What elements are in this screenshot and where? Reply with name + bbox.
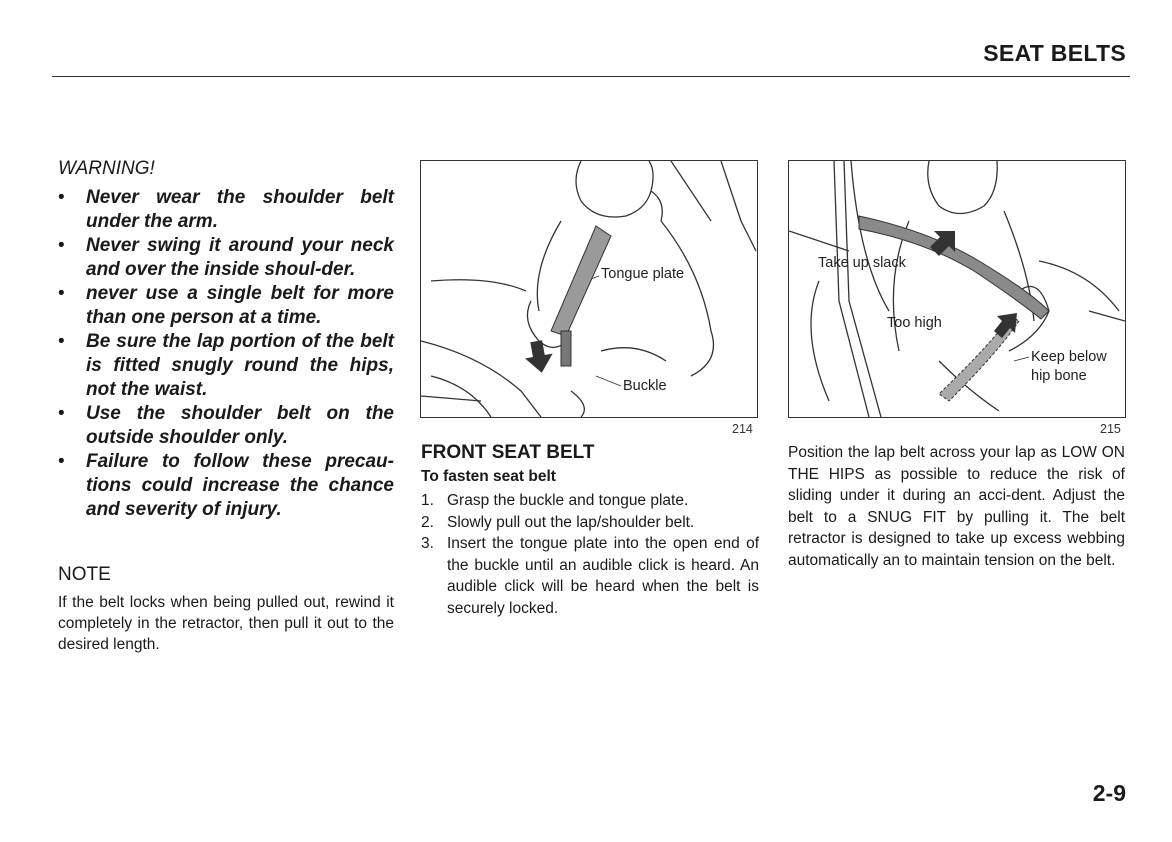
step-number: 2. xyxy=(421,513,434,531)
step-number: 1. xyxy=(421,492,434,509)
hip-bone-label: hip bone xyxy=(1031,368,1087,384)
bullet-icon: • xyxy=(58,451,65,472)
bullet-icon: • xyxy=(58,403,65,424)
take-up-slack-label: Take up slack xyxy=(818,255,906,271)
bullet-icon: • xyxy=(58,187,65,208)
tongue-plate-label: Tongue plate xyxy=(601,266,685,282)
step-number: 3. xyxy=(421,535,434,552)
warning-item xyxy=(58,186,394,234)
figure-number: 214 xyxy=(732,422,753,436)
warning-item-text: Never wear the shoulder belt under the arm. xyxy=(86,187,394,232)
warning-item xyxy=(58,234,394,282)
warning-item-text: Be sure the lap portion of the belt is fitted snugly round the hips, not the waist. xyxy=(86,331,394,400)
warning-block xyxy=(58,158,394,522)
steps-list xyxy=(421,490,759,619)
step-item xyxy=(421,533,759,619)
note-title: NOTE xyxy=(58,564,111,585)
bullet-icon: • xyxy=(58,283,65,304)
figure-number: 215 xyxy=(1100,422,1121,436)
bullet-icon: • xyxy=(58,331,65,352)
warning-item-text: Never swing it around your neck and over the inside shoul-der. xyxy=(86,235,394,280)
note-text: If the belt locks when being pulled out, rewind it completely in the retractor, then pull it out to the desired length. xyxy=(58,594,394,653)
fasten-belt-illustration xyxy=(421,161,757,417)
page-number: 2-9 xyxy=(1092,780,1126,806)
too-high-label: Too high xyxy=(887,315,942,331)
step-item xyxy=(421,490,759,512)
belt-position-text: Position the lap belt across your lap as LOW ON THE HIPS as possible to reduce the risk of sliding under it during an acci-dent. Adjust the belt to a SNUG FIT by pulling it. The belt retractor is designed to take up excess webbing automatically an to maintain tension on the belt. xyxy=(788,444,1125,569)
figure-fasten-belt xyxy=(420,160,758,418)
warning-item xyxy=(58,330,394,402)
warning-item-text: Use the shoulder belt on the outside shoulder only. xyxy=(86,403,394,448)
page-header-title: SEAT BELTS xyxy=(983,40,1126,66)
warning-title: WARNING! xyxy=(58,158,155,179)
step-item xyxy=(421,512,759,534)
bullet-icon: • xyxy=(58,235,65,256)
warning-list xyxy=(58,186,394,522)
warning-item-text: Failure to follow these precau-tions could increase the chance and severity of injury. xyxy=(86,451,394,520)
step-text: Insert the tongue plate into the open end of the buckle until an audible click is heard. An audible click will be heard when the belt is securely locked. xyxy=(447,535,759,617)
buckle-label: Buckle xyxy=(623,378,667,394)
step-text: Slowly pull out the lap/shoulder belt. xyxy=(447,513,695,531)
warning-item-text: never use a single belt for more than one person at a time. xyxy=(86,283,394,328)
keep-below-label: Keep below xyxy=(1031,349,1107,365)
header-rule xyxy=(52,76,1130,77)
warning-item xyxy=(58,402,394,450)
section-subtitle: To fasten seat belt xyxy=(421,468,556,485)
warning-item xyxy=(58,282,394,330)
section-title: FRONT SEAT BELT xyxy=(421,442,595,463)
warning-item xyxy=(58,450,394,522)
step-text: Grasp the buckle and tongue plate. xyxy=(447,492,689,509)
figure-belt-position xyxy=(788,160,1126,418)
front-seat-belt-section xyxy=(421,442,759,619)
note-block xyxy=(58,564,394,655)
